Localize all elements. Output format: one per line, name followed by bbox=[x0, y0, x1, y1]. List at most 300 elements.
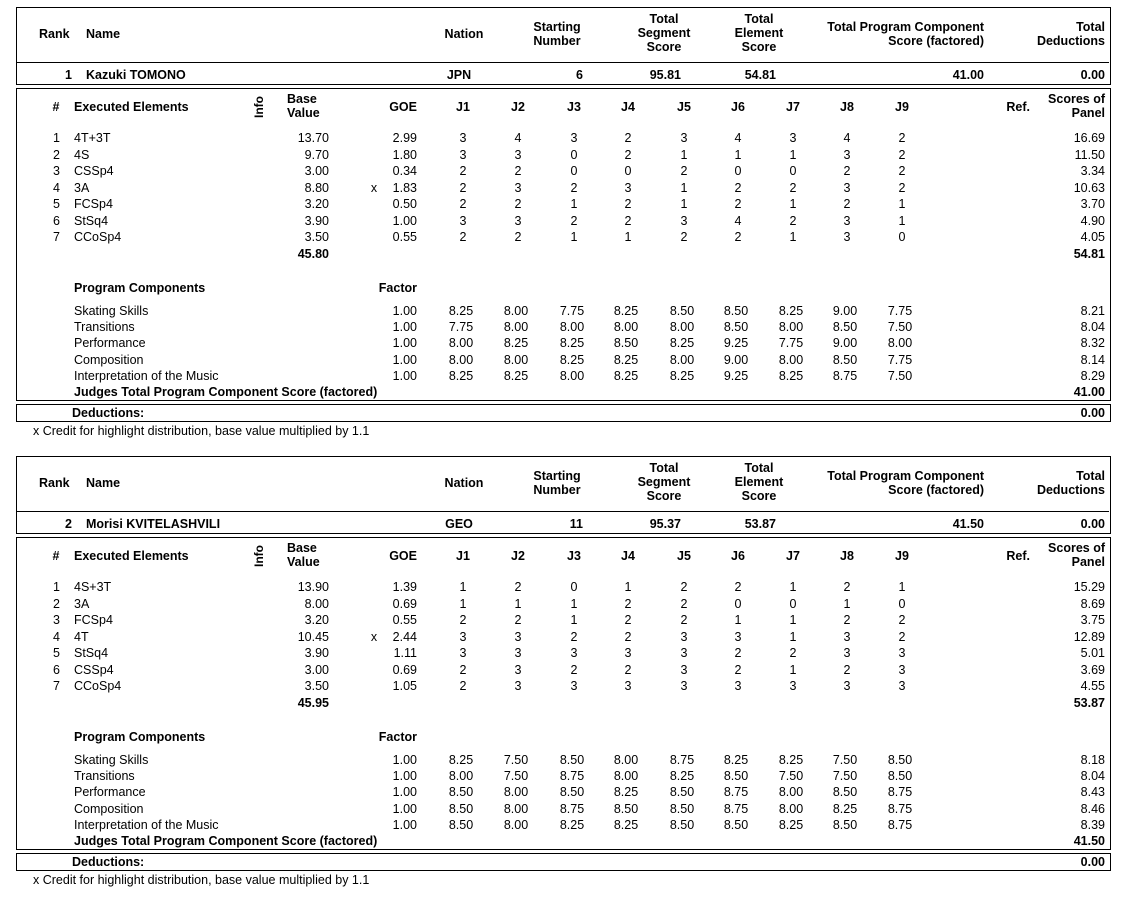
total-segment-score-header-line-2: Segment bbox=[637, 475, 691, 489]
deductions-value: 0.00 bbox=[1080, 406, 1105, 420]
component-judge-score: 8.25 bbox=[448, 753, 474, 767]
component-judge-score: 8.50 bbox=[832, 320, 858, 335]
element-judge-score: 4 bbox=[734, 213, 742, 228]
element-name: FCSp4 bbox=[74, 197, 113, 211]
element-judge-score: 1 bbox=[570, 596, 578, 611]
skater-total-deductions: 0.00 bbox=[1080, 517, 1105, 531]
component-judge-score: 8.25 bbox=[669, 769, 695, 784]
component-judge-score: 8.25 bbox=[559, 817, 585, 832]
component-judge-score: 8.25 bbox=[778, 817, 804, 832]
component-judge-score: 8.00 bbox=[503, 320, 529, 335]
element-judge-score: 2 bbox=[680, 164, 688, 178]
name-header: Name bbox=[86, 476, 121, 490]
element-base-value: 3.00 bbox=[304, 662, 329, 677]
element-judge-score: 3 bbox=[624, 679, 632, 693]
element-goe: 1.80 bbox=[392, 147, 417, 162]
element-panel-score: 4.55 bbox=[1080, 679, 1105, 693]
skater-rank: 2 bbox=[65, 517, 72, 531]
element-judge-score: 2 bbox=[514, 164, 522, 178]
component-judge-score: 8.50 bbox=[832, 352, 858, 367]
judge-header-1: J1 bbox=[456, 549, 470, 563]
element-judge-score: 3 bbox=[570, 679, 578, 693]
element-judge-score: 2 bbox=[680, 596, 688, 611]
element-judge-score: 2 bbox=[624, 213, 632, 228]
technical-total: 54.81 bbox=[1073, 247, 1105, 261]
component-judge-score: 8.25 bbox=[669, 368, 695, 383]
judge-header-9: J9 bbox=[895, 100, 909, 114]
component-name: Performance bbox=[74, 336, 146, 351]
component-judge-score: 8.00 bbox=[887, 336, 913, 351]
component-judge-score: 8.25 bbox=[778, 304, 804, 318]
component-panel-score: 8.39 bbox=[1080, 817, 1105, 832]
element-panel-score: 5.01 bbox=[1080, 646, 1105, 660]
component-factor: 1.00 bbox=[392, 785, 417, 800]
element-info-mark: x bbox=[370, 180, 378, 195]
element-number: 6 bbox=[53, 662, 60, 677]
judge-header-9: J9 bbox=[895, 549, 909, 563]
component-judge-score: 8.75 bbox=[559, 801, 585, 816]
skater-total-pcs: 41.00 bbox=[952, 68, 984, 82]
element-judge-score: 0 bbox=[898, 596, 906, 611]
skater-name: Morisi KVITELASHVILI bbox=[86, 517, 221, 531]
element-goe: 0.55 bbox=[392, 230, 417, 244]
nation-header: Nation bbox=[444, 27, 484, 41]
skater-total-segment-score: 95.37 bbox=[649, 517, 681, 531]
component-judge-score: 8.25 bbox=[503, 368, 529, 383]
element-judge-score: 3 bbox=[514, 147, 522, 162]
component-judge-score: 8.00 bbox=[778, 320, 804, 335]
element-judge-score: 3 bbox=[680, 131, 688, 145]
element-goe: 1.05 bbox=[392, 679, 417, 693]
total-segment-score-header-line-3: Score bbox=[646, 40, 682, 54]
component-factor: 1.00 bbox=[392, 352, 417, 367]
component-judge-score: 9.00 bbox=[832, 304, 858, 318]
element-judge-score: 1 bbox=[789, 147, 797, 162]
deductions-value: 0.00 bbox=[1080, 855, 1105, 869]
element-number: 4 bbox=[53, 629, 60, 644]
element-judge-score: 1 bbox=[459, 596, 467, 611]
judge-header-4: J4 bbox=[621, 549, 635, 563]
component-judge-score: 8.00 bbox=[503, 801, 529, 816]
element-number: 5 bbox=[53, 197, 60, 211]
nation-header: Nation bbox=[444, 476, 484, 490]
element-judge-score: 2 bbox=[734, 646, 742, 660]
component-factor: 1.00 bbox=[392, 817, 417, 832]
component-judge-score: 8.25 bbox=[503, 336, 529, 351]
component-judge-score: 8.50 bbox=[723, 320, 749, 335]
element-judge-score: 3 bbox=[898, 646, 906, 660]
executed-elements-header: Executed Elements bbox=[74, 100, 189, 114]
component-judge-score: 8.75 bbox=[887, 817, 913, 832]
element-name: 4T+3T bbox=[74, 131, 111, 145]
element-judge-score: 1 bbox=[843, 596, 851, 611]
judge-header-6: J6 bbox=[731, 549, 745, 563]
starting-number-header-line-1: Starting bbox=[533, 20, 581, 34]
element-judge-score: 2 bbox=[843, 164, 851, 178]
element-judge-score: 2 bbox=[843, 613, 851, 627]
starting-number-header-line-2: Number bbox=[533, 34, 581, 48]
total-segment-score-header-line-1: Total bbox=[649, 12, 679, 26]
component-judge-score: 7.50 bbox=[503, 753, 529, 767]
element-judge-score: 1 bbox=[789, 613, 797, 627]
component-judge-score: 8.50 bbox=[559, 785, 585, 800]
element-judge-score: 1 bbox=[459, 580, 467, 594]
element-base-value: 9.70 bbox=[304, 147, 329, 162]
component-judge-score: 8.75 bbox=[887, 801, 913, 816]
scores-of-panel-header-line-2: Panel bbox=[1071, 555, 1105, 569]
component-factor: 1.00 bbox=[392, 769, 417, 784]
judge-header-3: J3 bbox=[567, 100, 581, 114]
element-goe: 1.83 bbox=[392, 180, 417, 195]
skater-sheet-1 bbox=[0, 0, 1125, 449]
judge-header-5: J5 bbox=[677, 100, 691, 114]
component-name: Interpretation of the Music bbox=[74, 368, 219, 383]
element-judge-score: 2 bbox=[898, 147, 906, 162]
element-judge-score: 2 bbox=[624, 629, 632, 644]
component-judge-score: 8.00 bbox=[448, 336, 474, 351]
element-judge-score: 3 bbox=[624, 646, 632, 660]
element-judge-score: 3 bbox=[734, 679, 742, 693]
component-name: Skating Skills bbox=[74, 753, 149, 767]
element-judge-score: 3 bbox=[680, 646, 688, 660]
element-name: CCoSp4 bbox=[74, 230, 122, 244]
total-pcs-header-line-1: Total Program Component bbox=[827, 469, 984, 483]
element-base-value: 3.50 bbox=[304, 230, 329, 244]
component-judge-score: 8.50 bbox=[723, 817, 749, 832]
program-components-header: Program Components bbox=[74, 730, 206, 744]
component-judge-score: 8.25 bbox=[448, 304, 474, 318]
element-judge-score: 0 bbox=[570, 164, 578, 178]
base-value-total: 45.95 bbox=[297, 696, 329, 710]
num-header: # bbox=[52, 549, 60, 563]
element-judge-score: 1 bbox=[624, 580, 632, 594]
element-number: 1 bbox=[53, 580, 60, 594]
judges-total-pcs-value: 41.00 bbox=[1073, 385, 1105, 399]
component-judge-score: 8.50 bbox=[832, 785, 858, 800]
element-judge-score: 0 bbox=[898, 230, 906, 244]
element-judge-score: 2 bbox=[624, 613, 632, 627]
element-judge-score: 4 bbox=[734, 131, 742, 145]
component-judge-score: 8.25 bbox=[613, 304, 639, 318]
element-goe: 0.69 bbox=[392, 596, 417, 611]
scores-of-panel-header-line-1: Scores of bbox=[1048, 92, 1105, 106]
element-panel-score: 16.69 bbox=[1073, 131, 1105, 145]
component-judge-score: 8.50 bbox=[613, 336, 639, 351]
summary-divider bbox=[16, 511, 1109, 512]
component-name: Skating Skills bbox=[74, 304, 149, 318]
total-pcs-header-line-2: Score (factored) bbox=[888, 483, 984, 497]
total-element-score-header-line-1: Total bbox=[744, 12, 774, 26]
element-judge-score: 3 bbox=[459, 147, 467, 162]
component-factor: 1.00 bbox=[392, 320, 417, 335]
component-factor: 1.00 bbox=[392, 368, 417, 383]
component-panel-score: 8.21 bbox=[1080, 304, 1105, 318]
element-judge-score: 2 bbox=[898, 180, 906, 195]
component-judge-score: 8.00 bbox=[778, 785, 804, 800]
component-name: Performance bbox=[74, 785, 146, 800]
component-judge-score: 8.25 bbox=[778, 753, 804, 767]
total-segment-score-header-line-1: Total bbox=[649, 461, 679, 475]
total-element-score-header-line-1: Total bbox=[744, 461, 774, 475]
component-judge-score: 7.75 bbox=[887, 352, 913, 367]
component-panel-score: 8.04 bbox=[1080, 769, 1105, 784]
element-judge-score: 1 bbox=[680, 147, 688, 162]
component-judge-score: 9.25 bbox=[723, 336, 749, 351]
element-judge-score: 2 bbox=[898, 164, 906, 178]
component-judge-score: 8.25 bbox=[448, 368, 474, 383]
skater-total-pcs: 41.50 bbox=[952, 517, 984, 531]
element-name: 3A bbox=[74, 596, 90, 611]
element-judge-score: 3 bbox=[843, 679, 851, 693]
element-judge-score: 1 bbox=[570, 197, 578, 211]
component-judge-score: 8.50 bbox=[669, 801, 695, 816]
element-judge-score: 3 bbox=[514, 646, 522, 660]
element-info-mark: x bbox=[370, 629, 378, 644]
element-judge-score: 0 bbox=[789, 596, 797, 611]
component-judge-score: 9.00 bbox=[723, 352, 749, 367]
scores-of-panel-header-line-1: Scores of bbox=[1048, 541, 1105, 555]
component-judge-score: 8.75 bbox=[559, 769, 585, 784]
element-judge-score: 1 bbox=[789, 580, 797, 594]
element-judge-score: 2 bbox=[680, 230, 688, 244]
component-judge-score: 8.25 bbox=[723, 753, 749, 767]
component-name: Composition bbox=[74, 801, 144, 816]
factor-header: Factor bbox=[378, 281, 417, 295]
element-goe: 1.00 bbox=[392, 213, 417, 228]
element-judge-score: 2 bbox=[459, 180, 467, 195]
component-panel-score: 8.29 bbox=[1080, 368, 1105, 383]
element-number: 6 bbox=[53, 213, 60, 228]
element-number: 7 bbox=[53, 230, 60, 244]
element-base-value: 3.90 bbox=[304, 213, 329, 228]
factor-header: Factor bbox=[378, 730, 417, 744]
element-name: CSSp4 bbox=[74, 662, 114, 677]
element-judge-score: 4 bbox=[514, 131, 522, 145]
element-judge-score: 2 bbox=[570, 662, 578, 677]
element-judge-score: 3 bbox=[843, 213, 851, 228]
component-judge-score: 8.00 bbox=[669, 320, 695, 335]
judge-header-2: J2 bbox=[511, 100, 525, 114]
element-judge-score: 2 bbox=[570, 213, 578, 228]
component-judge-score: 7.50 bbox=[887, 368, 913, 383]
scores-of-panel-header-line-2: Panel bbox=[1071, 106, 1105, 120]
element-judge-score: 2 bbox=[789, 646, 797, 660]
element-judge-score: 3 bbox=[514, 629, 522, 644]
element-judge-score: 0 bbox=[624, 164, 632, 178]
total-pcs-header-line-1: Total Program Component bbox=[827, 20, 984, 34]
component-judge-score: 7.50 bbox=[503, 769, 529, 784]
element-number: 2 bbox=[53, 596, 60, 611]
judge-header-7: J7 bbox=[786, 100, 800, 114]
element-judge-score: 1 bbox=[680, 180, 688, 195]
element-judge-score: 3 bbox=[514, 213, 522, 228]
element-base-value: 8.00 bbox=[304, 596, 329, 611]
judge-header-8: J8 bbox=[840, 100, 854, 114]
component-judge-score: 8.50 bbox=[448, 785, 474, 800]
element-judge-score: 2 bbox=[843, 580, 851, 594]
element-judge-score: 3 bbox=[789, 131, 797, 145]
skater-sheet-2 bbox=[0, 449, 1125, 898]
component-judge-score: 8.25 bbox=[559, 336, 585, 351]
element-number: 4 bbox=[53, 180, 60, 195]
element-judge-score: 3 bbox=[680, 679, 688, 693]
component-name: Interpretation of the Music bbox=[74, 817, 219, 832]
element-judge-score: 2 bbox=[570, 180, 578, 195]
component-judge-score: 8.75 bbox=[887, 785, 913, 800]
element-judge-score: 3 bbox=[843, 180, 851, 195]
element-number: 5 bbox=[53, 646, 60, 660]
element-name: StSq4 bbox=[74, 646, 109, 660]
judge-header-3: J3 bbox=[567, 549, 581, 563]
element-judge-score: 1 bbox=[514, 596, 522, 611]
element-base-value: 13.90 bbox=[297, 580, 329, 594]
element-judge-score: 2 bbox=[843, 662, 851, 677]
element-judge-score: 3 bbox=[680, 213, 688, 228]
starting-number-header-line-2: Number bbox=[533, 483, 581, 497]
judge-header-6: J6 bbox=[731, 100, 745, 114]
component-panel-score: 8.43 bbox=[1080, 785, 1105, 800]
element-number: 2 bbox=[53, 147, 60, 162]
executed-elements-header: Executed Elements bbox=[74, 549, 189, 563]
component-judge-score: 7.75 bbox=[448, 320, 474, 335]
element-base-value: 3.20 bbox=[304, 613, 329, 627]
judge-header-1: J1 bbox=[456, 100, 470, 114]
judge-header-2: J2 bbox=[511, 549, 525, 563]
component-judge-score: 8.00 bbox=[448, 769, 474, 784]
element-judge-score: 2 bbox=[789, 180, 797, 195]
element-judge-score: 3 bbox=[514, 679, 522, 693]
element-judge-score: 2 bbox=[459, 164, 467, 178]
component-judge-score: 8.50 bbox=[669, 304, 695, 318]
element-judge-score: 3 bbox=[734, 629, 742, 644]
element-judge-score: 1 bbox=[789, 197, 797, 211]
name-header: Name bbox=[86, 27, 121, 41]
element-judge-score: 1 bbox=[898, 197, 906, 211]
element-name: StSq4 bbox=[74, 213, 109, 228]
element-judge-score: 2 bbox=[680, 580, 688, 594]
num-header: # bbox=[52, 100, 60, 114]
component-judge-score: 8.25 bbox=[669, 336, 695, 351]
element-judge-score: 0 bbox=[570, 580, 578, 594]
deductions-label: Deductions: bbox=[72, 855, 145, 869]
component-judge-score: 7.50 bbox=[887, 320, 913, 335]
component-name: Transitions bbox=[74, 769, 135, 784]
total-deductions-header-line-1: Total bbox=[1076, 469, 1105, 483]
component-judge-score: 8.00 bbox=[613, 320, 639, 335]
element-judge-score: 3 bbox=[789, 679, 797, 693]
component-judge-score: 8.50 bbox=[723, 304, 749, 318]
component-judge-score: 7.50 bbox=[778, 769, 804, 784]
judges-total-pcs-label: Judges Total Program Component Score (factored) bbox=[74, 834, 378, 848]
component-judge-score: 8.00 bbox=[669, 352, 695, 367]
base-value-header-line-1: Base bbox=[287, 541, 317, 555]
rank-header: Rank bbox=[39, 27, 70, 41]
element-judge-score: 3 bbox=[843, 646, 851, 660]
element-name: CCoSp4 bbox=[74, 679, 122, 693]
element-judge-score: 2 bbox=[514, 230, 522, 244]
element-panel-score: 4.05 bbox=[1080, 230, 1105, 244]
component-judge-score: 8.00 bbox=[613, 753, 639, 767]
component-judge-score: 7.50 bbox=[832, 769, 858, 784]
skater-starting-number: 11 bbox=[569, 517, 583, 531]
element-judge-score: 2 bbox=[459, 613, 467, 627]
element-judge-score: 1 bbox=[570, 230, 578, 244]
component-judge-score: 8.75 bbox=[723, 801, 749, 816]
component-judge-score: 8.00 bbox=[613, 769, 639, 784]
element-judge-score: 3 bbox=[514, 180, 522, 195]
judge-header-7: J7 bbox=[786, 549, 800, 563]
element-goe: 2.99 bbox=[392, 131, 417, 145]
element-judge-score: 2 bbox=[898, 131, 906, 145]
element-judge-score: 3 bbox=[680, 629, 688, 644]
element-judge-score: 2 bbox=[734, 662, 742, 677]
component-judge-score: 8.00 bbox=[503, 785, 529, 800]
program-components-header: Program Components bbox=[74, 281, 206, 295]
component-judge-score: 8.25 bbox=[559, 352, 585, 367]
component-judge-score: 8.50 bbox=[669, 817, 695, 832]
element-judge-score: 1 bbox=[789, 629, 797, 644]
highlight-footnote: x Credit for highlight distribution, base value multiplied by 1.1 bbox=[33, 873, 370, 887]
element-judge-score: 2 bbox=[514, 613, 522, 627]
element-goe: 0.50 bbox=[392, 197, 417, 211]
element-judge-score: 2 bbox=[459, 230, 467, 244]
component-judge-score: 8.50 bbox=[832, 817, 858, 832]
element-panel-score: 3.69 bbox=[1080, 662, 1105, 677]
element-base-value: 13.70 bbox=[297, 131, 329, 145]
element-goe: 1.39 bbox=[392, 580, 417, 594]
element-judge-score: 1 bbox=[734, 613, 742, 627]
judge-header-5: J5 bbox=[677, 549, 691, 563]
element-judge-score: 3 bbox=[570, 646, 578, 660]
element-judge-score: 2 bbox=[570, 629, 578, 644]
component-judge-score: 8.50 bbox=[448, 817, 474, 832]
component-judge-score: 7.75 bbox=[778, 336, 804, 351]
skater-total-deductions: 0.00 bbox=[1080, 68, 1105, 82]
element-judge-score: 2 bbox=[734, 197, 742, 211]
element-judge-score: 3 bbox=[624, 180, 632, 195]
element-base-value: 3.00 bbox=[304, 164, 329, 178]
element-number: 3 bbox=[53, 164, 60, 178]
element-judge-score: 2 bbox=[459, 197, 467, 211]
element-judge-score: 2 bbox=[624, 662, 632, 677]
element-judge-score: 1 bbox=[734, 147, 742, 162]
element-panel-score: 10.63 bbox=[1073, 180, 1105, 195]
element-goe: 0.34 bbox=[392, 164, 417, 178]
skater-total-element-score: 54.81 bbox=[744, 68, 776, 82]
component-panel-score: 8.14 bbox=[1080, 352, 1105, 367]
component-judge-score: 8.00 bbox=[503, 352, 529, 367]
element-goe: 1.11 bbox=[393, 646, 417, 660]
element-judge-score: 3 bbox=[843, 147, 851, 162]
element-number: 1 bbox=[53, 131, 60, 145]
total-deductions-header-line-1: Total bbox=[1076, 20, 1105, 34]
base-value-header-line-2: Value bbox=[287, 555, 320, 569]
goe-header: GOE bbox=[389, 549, 417, 563]
technical-total: 53.87 bbox=[1073, 696, 1105, 710]
element-base-value: 3.20 bbox=[304, 197, 329, 211]
component-judge-score: 8.50 bbox=[887, 769, 913, 784]
component-judge-score: 8.25 bbox=[778, 368, 804, 383]
element-base-value: 3.50 bbox=[304, 679, 329, 693]
component-judge-score: 8.00 bbox=[778, 801, 804, 816]
element-judge-score: 1 bbox=[570, 613, 578, 627]
total-element-score-header-line-2: Element bbox=[734, 475, 784, 489]
element-judge-score: 1 bbox=[898, 580, 906, 594]
component-judge-score: 7.50 bbox=[832, 753, 858, 767]
element-judge-score: 1 bbox=[789, 230, 797, 244]
element-panel-score: 3.34 bbox=[1080, 164, 1105, 178]
total-deductions-header-line-2: Deductions bbox=[1036, 34, 1105, 48]
